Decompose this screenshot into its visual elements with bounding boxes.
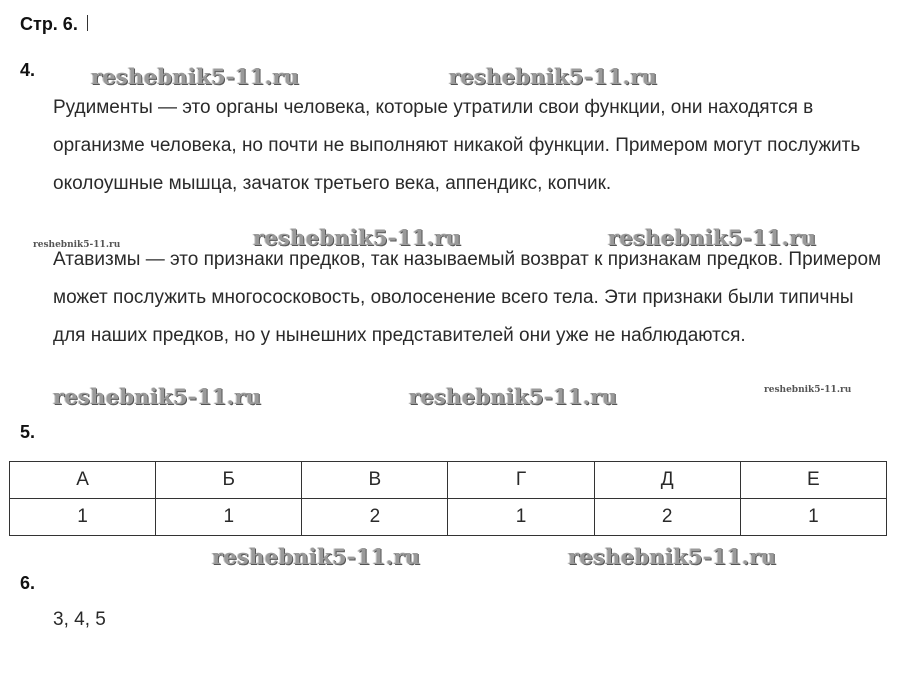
task-4-rudiments-paragraph (53, 89, 883, 203)
page-title: Стр. 6. (20, 14, 88, 35)
table-value-cell: 2 (302, 499, 448, 536)
task-6-number: 6. (20, 573, 36, 593)
table-value-cell: 1 (740, 499, 886, 536)
task-5-number: 5. (20, 422, 36, 442)
watermark: reshebnik5-11.ru (764, 385, 852, 395)
answer-table-value-row (10, 499, 887, 536)
watermark: reshebnik5-11.ru (449, 64, 658, 89)
watermark: reshebnik5-11.ru (33, 240, 121, 250)
table-header-cell: А (10, 462, 156, 499)
rudiments-text: Рудименты — это органы человека, которые утратили свои функции, они находятся в организме человека, но почти не выполняют никакой функции. Примером могут послужить околоушные мышца, зачаток третьего века, аппендикс, копчик. (53, 97, 861, 194)
atavisms-text: Атавизмы — это признаки предков, так называемый возврат к признакам предков. Примером может послужить многососковость, оволосенение всего тела. Эти признаки были типичны для наших предков, но у нынешних представителей они уже не наблюдаются. (53, 249, 882, 346)
watermark: reshebnik5-11.ru (409, 384, 618, 409)
table-header-cell: Е (740, 462, 886, 499)
table-header-cell: Г (448, 462, 594, 499)
task-4-number: 4. (20, 60, 36, 80)
table-header-cell: Д (594, 462, 740, 499)
watermark: reshebnik5-11.ru (53, 384, 262, 409)
task-6-answer: 3, 4, 5 (53, 609, 106, 630)
task-4-atavisms-paragraph (53, 241, 883, 355)
watermark: reshebnik5-11.ru (608, 225, 817, 250)
watermark: reshebnik5-11.ru (568, 544, 777, 569)
watermark: reshebnik5-11.ru (212, 544, 421, 569)
table-value-cell: 1 (10, 499, 156, 536)
table-value-cell: 1 (448, 499, 594, 536)
table-header-cell: В (302, 462, 448, 499)
answer-table (9, 461, 887, 536)
answer-table-header-row (10, 462, 887, 499)
text-cursor-icon (87, 15, 88, 31)
watermark: reshebnik5-11.ru (253, 225, 462, 250)
table-value-cell: 2 (594, 499, 740, 536)
watermark: reshebnik5-11.ru (91, 64, 300, 89)
table-value-cell: 1 (156, 499, 302, 536)
table-header-cell: Б (156, 462, 302, 499)
